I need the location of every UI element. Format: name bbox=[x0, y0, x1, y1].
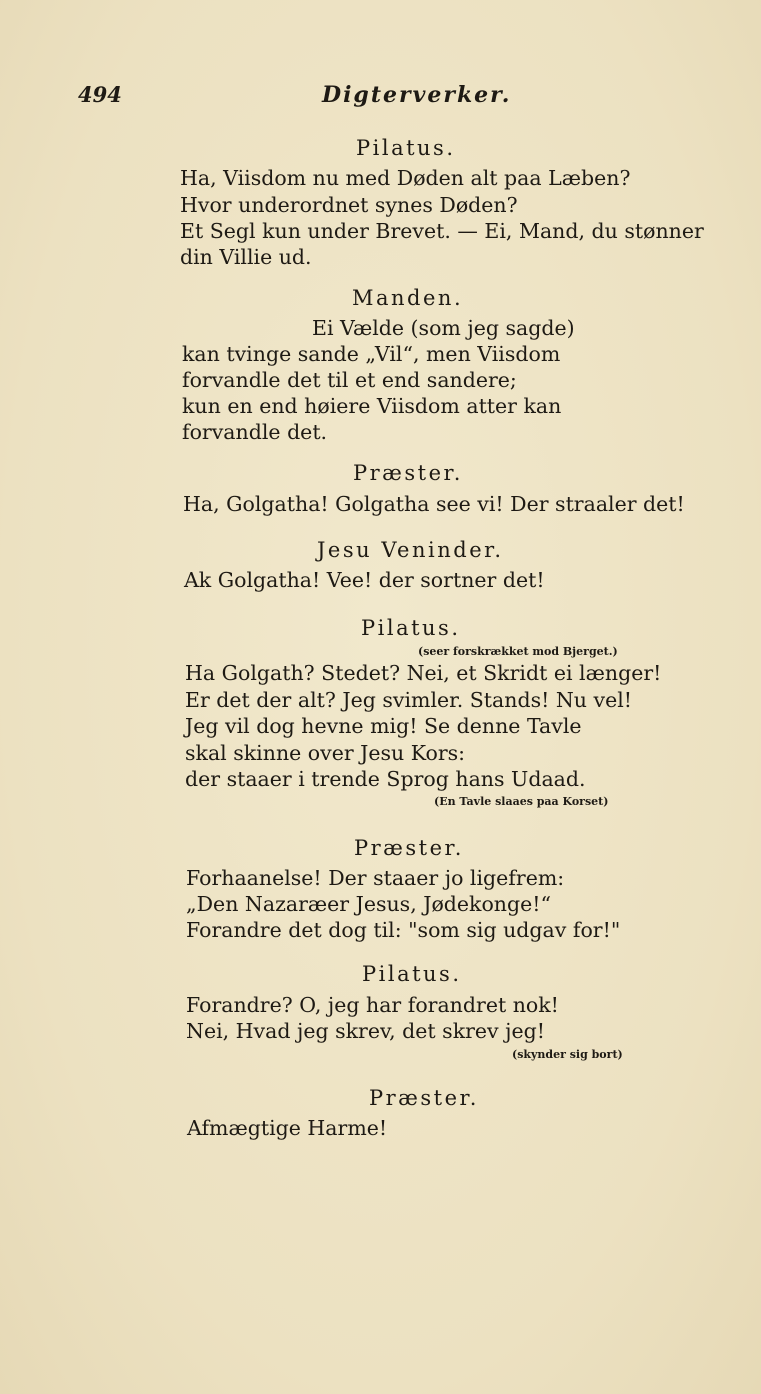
verse-line: Ha, Golgatha! Golgatha see vi! Der straaler det! bbox=[183, 492, 685, 516]
verse-line: Jeg vil dog hevne mig! Se denne Tavle bbox=[185, 714, 582, 738]
verse-line: Ak Golgatha! Vee! der sortner det! bbox=[184, 568, 545, 592]
verse-line: din Villie ud. bbox=[180, 245, 312, 269]
verse-line: Forhaanelse! Der staaer jo ligefrem: bbox=[186, 866, 565, 890]
verse-line: Ha, Viisdom nu med Døden alt paa Læben? bbox=[180, 166, 631, 190]
verse-line: kan tvinge sande „Vil“, men Viisdom bbox=[182, 342, 561, 366]
speaker-name: Manden. bbox=[352, 286, 464, 310]
verse-line: Et Segl kun under Brevet. — Ei, Mand, du stønner bbox=[180, 219, 704, 243]
verse-line: Er det der alt? Jeg svimler. Stands! Nu vel! bbox=[185, 688, 633, 712]
verse-line: der staaer i trende Sprog hans Udaad. bbox=[185, 767, 586, 791]
stage-direction: (skynder sig bort) bbox=[512, 1048, 623, 1061]
stage-direction: (seer forskrækket mod Bjerget.) bbox=[418, 645, 618, 658]
verse-line: forvandle det til et end sandere; bbox=[182, 368, 517, 392]
verse-line: Forandre? O, jeg har forandret nok! bbox=[186, 993, 559, 1017]
speaker-name: Præster. bbox=[369, 1086, 479, 1110]
speaker-name: Præster. bbox=[354, 836, 464, 860]
speaker-name: Præster. bbox=[353, 461, 463, 485]
verse-line: Ei Vælde (som jeg sagde) bbox=[312, 316, 575, 340]
page-number: 494 bbox=[78, 82, 122, 107]
speaker-name: Pilatus. bbox=[356, 136, 456, 160]
stage-direction: (En Tavle slaaes paa Korset) bbox=[434, 795, 609, 808]
verse-line: Forandre det dog til: "som sig udgav for!" bbox=[186, 918, 621, 942]
verse-line: Afmægtige Harme! bbox=[187, 1116, 388, 1140]
verse-line: Ha Golgath? Stedet? Nei, et Skridt ei længer! bbox=[185, 661, 662, 685]
verse-line: Hvor underordnet synes Døden? bbox=[180, 193, 518, 217]
speaker-name: Pilatus. bbox=[361, 616, 461, 640]
verse-line: „Den Nazaræer Jesus, Jødekonge!“ bbox=[186, 892, 551, 916]
speaker-name: Pilatus. bbox=[362, 962, 462, 986]
speaker-name: Jesu Veninder. bbox=[317, 538, 504, 562]
running-title: Digterverker. bbox=[322, 82, 512, 108]
verse-line: forvandle det. bbox=[182, 420, 328, 444]
verse-line: kun en end høiere Viisdom atter kan bbox=[182, 394, 562, 418]
verse-line: skal skinne over Jesu Kors: bbox=[185, 741, 466, 765]
verse-line: Nei, Hvad jeg skrev, det skrev jeg! bbox=[186, 1019, 545, 1043]
